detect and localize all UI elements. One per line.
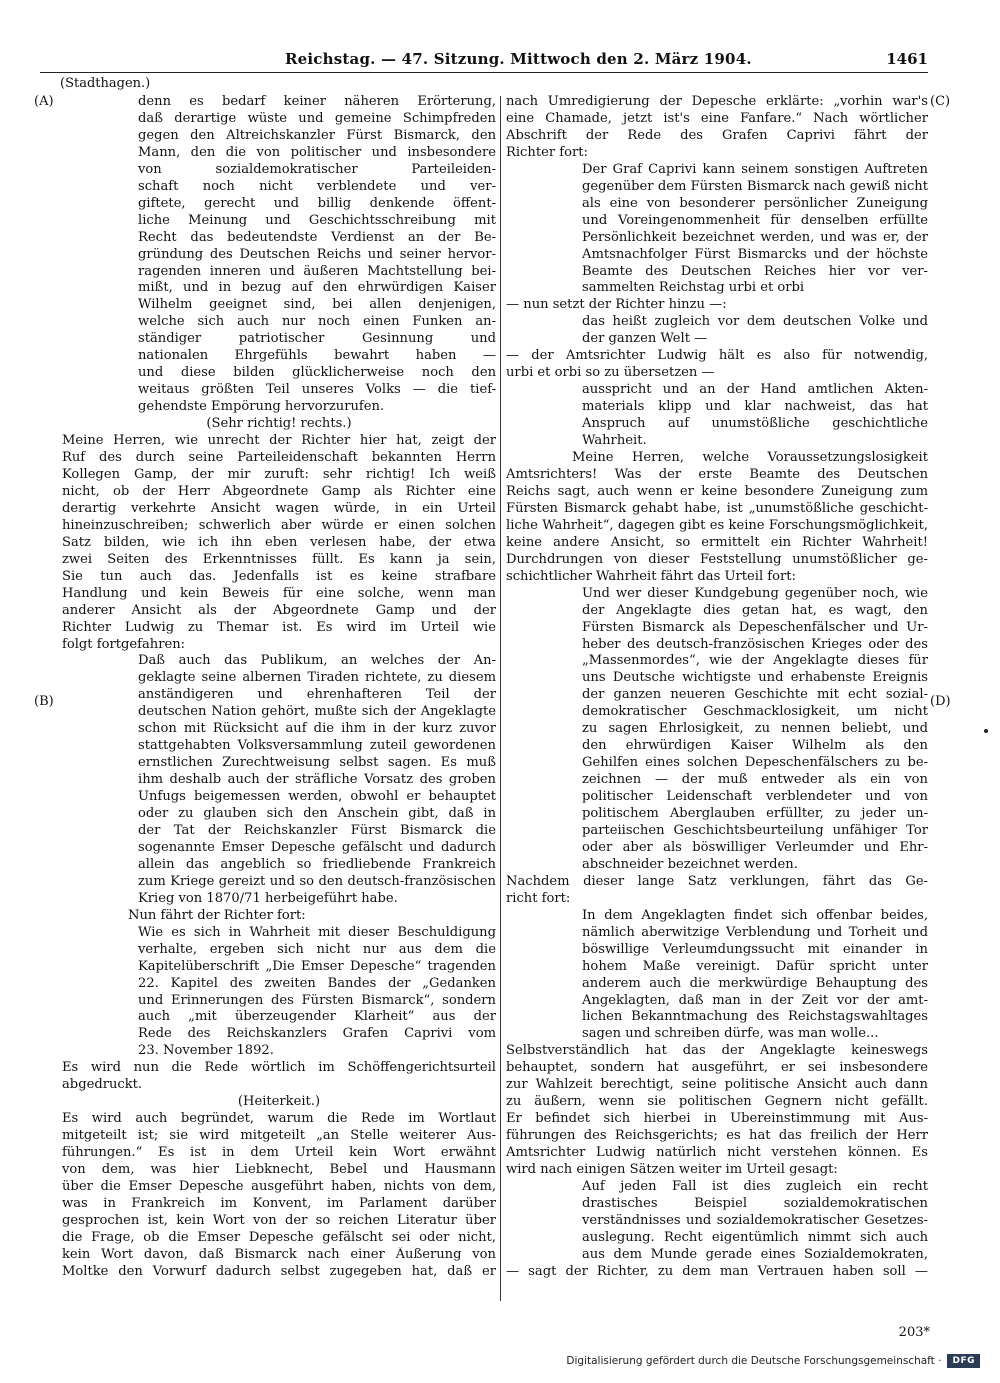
text-line: schichtlicher Wahrheit fährt das Urteil fort:	[506, 568, 796, 584]
text-line: ragenden inneren und äußeren Machtstellung bei-	[138, 263, 496, 279]
text-line: eine Chamade, jetzt ist's eine Fanfare.“ Nach wörtlicher	[506, 110, 928, 126]
text-line: von sozialdemokratischer Parteileiden-	[138, 161, 496, 177]
text-line: weitaus größten Teil unseres Volks — die tief-	[138, 382, 496, 398]
text-line: sogenannte Emser Depesche gefälscht und dadurch	[138, 839, 496, 855]
text-line: Der Graf Caprivi kann seinem sonstigen Auftreten	[582, 161, 928, 177]
text-line: und diese bilden glücklicherweise noch den	[138, 365, 496, 381]
text-line: verhalte, ergeben sich nicht nur aus dem die	[138, 941, 496, 957]
text-line: anständigeren und ehrenhafteren Teil der	[138, 687, 496, 703]
text-line: hineinzuschreiben; schwerlich aber würde er einen solchen	[62, 517, 496, 533]
text-line: sagen und schreiben dürfe, was man wolle...	[582, 1026, 879, 1042]
text-line: Kollegen Gamp, der mir zuruft: sehr richtig! Ich weiß	[62, 466, 496, 482]
text-line: Persönlichkeit bezeichnet werden, und was er, der	[582, 229, 928, 245]
text-line: anderem auch die merkwürdige Behauptung des	[582, 975, 928, 991]
text-line: als eine von besonderer persönlicher Zuneigung	[582, 195, 928, 211]
margin-marker-d: (D)	[930, 694, 951, 709]
text-line: Unfugs beigemessen werden, obwohl er behauptet	[138, 789, 496, 805]
text-line: — nun setzt der Richter hinzu —:	[506, 297, 727, 313]
text-line: Abschrift der Rede des Grafen Caprivi fährt der	[506, 127, 928, 143]
text-line: aus dem Munde gerade eines Sozialdemokraten,	[582, 1246, 928, 1262]
text-line: gesprochen ist, kein Wort von der so reichen Literatur über	[62, 1212, 496, 1228]
text-line: Satz bilden, wie ich ihn eben verlesen habe, der etwa	[62, 534, 496, 550]
text-line: zwei Seiten des Erkenntnisses füllt. Es kann ja sein,	[62, 551, 496, 567]
text-line: anderer Ansicht als der Abgeordnete Gamp und der	[62, 602, 496, 618]
text-line: Daß auch das Publikum, an welches der An-	[138, 653, 496, 669]
text-line: was in Frankreich im Konvent, im Parlament darüber	[62, 1195, 496, 1211]
text-line: — sagt der Richter, zu dem man Vertrauen haben soll —	[506, 1263, 928, 1279]
dfg-logo: DFG	[947, 1354, 980, 1368]
text-line: derartig verkehrte Ansicht wagen würde, in ein Urteil	[62, 500, 496, 516]
text-line: verständnisses und sozialdemokratischer Gesetzes-	[582, 1212, 928, 1228]
margin-marker-c: (C)	[930, 94, 951, 109]
text-line: Nachdem dieser lange Satz verklungen, fährt das Ge-	[506, 873, 928, 889]
left-column	[62, 94, 496, 1281]
text-line: der Tat der Reichskanzler Fürst Bismarck die	[138, 822, 496, 838]
footer-text: Digitalisierung gefördert durch die Deutsche Forschungsgemeinschaft ·	[566, 1355, 942, 1367]
text-line: ernstlichen Zurechtweisung selbst sagen. Es muß	[138, 755, 496, 771]
text-line: führungen des Reichsgerichts; es hat das freilich der Herr	[506, 1128, 928, 1144]
text-line: zeichnen — der muß entweder als ein von	[582, 772, 928, 788]
text-line: Er befindet sich hierbei in Übereinstimmung mit Aus-	[506, 1111, 928, 1127]
text-line: uns Deutsche wichtigste und erhabenste Ereignis	[582, 670, 928, 686]
text-line: nicht, ob der Herr Abgeordnete Gamp als Richter eine	[62, 483, 496, 499]
text-line: der Angeklagte dies getan hat, es wagt, den	[582, 602, 928, 618]
text-line: abschneider bezeichnet werden.	[582, 856, 798, 872]
text-line: Ruf des durch seine Parteileidenschaft bekannten Herrn	[62, 450, 496, 466]
text-line: materials klipp und klar nachweist, das hat	[582, 399, 928, 415]
text-line: gehendste Empörung hervorzurufen.	[138, 399, 385, 415]
text-line: „Massenmordes“, wie der Angeklagte dieses für	[582, 653, 928, 669]
right-column	[506, 94, 928, 1281]
text-line: Und wer dieser Kundgebung gegenüber noch, wie	[582, 585, 928, 601]
text-line: urbi et orbi so zu übersetzen —	[506, 365, 715, 381]
text-line: zu äußern, wenn sie politischen Gegnern nicht gefällt.	[506, 1094, 928, 1110]
page-number: 1461	[886, 50, 928, 68]
text-line: daß derartige wüste und gemeine Schimpfreden	[138, 110, 496, 126]
margin-marker-a: (A)	[34, 94, 54, 109]
text-line: politischer Leidenschaft verblendeter und von	[582, 789, 928, 805]
text-line: Rede des Reichskanzlers Grafen Caprivi vom	[138, 1026, 496, 1042]
text-line: über die Emser Depesche ausgeführt haben, nichts von dem,	[62, 1179, 496, 1194]
text-line: Moltke den Vorwurf dadurch selbst zugegeben hat, daß er	[62, 1263, 496, 1279]
text-line: auslegung. Recht eigentümlich nimmt sich auch	[582, 1229, 928, 1245]
text-line: das heißt zugleich vor dem deutschen Volke und	[582, 314, 928, 330]
text-line: schon mit Rücksicht auf die ihm in der kurz zuvor	[138, 721, 496, 737]
text-line: die Frage, ob die Emser Depesche gefälscht sei oder nicht,	[62, 1229, 496, 1245]
text-line: oder zu glauben sich den Anschein gibt, daß in	[138, 806, 496, 822]
text-line: der ganzen Welt —	[582, 331, 708, 347]
text-line: geklagte seine albernen Tiraden richtete, zu diesem	[138, 670, 496, 686]
text-line: (Heiterkeit.)	[237, 1094, 321, 1110]
text-line: liche Wahrheit“, dagegen gibt es keine Forschungsmöglichkeit,	[506, 517, 928, 533]
text-line: — der Amtsrichter Ludwig hält es also für notwendig,	[506, 348, 928, 364]
text-line: 22. Kapitel des zweiten Bandes der „Gedanken	[138, 975, 496, 991]
margin-dot	[984, 729, 988, 733]
text-line: denn es bedarf keiner näheren Erörterung,	[138, 94, 496, 109]
text-line: abgedruckt.	[62, 1077, 143, 1093]
text-line: und Voreingenommenheit für denselben erfüllte	[582, 212, 928, 228]
text-line: Richter fort:	[506, 144, 588, 160]
text-line: der ganzen neueren Geschichte mit echt sozial-	[582, 687, 928, 703]
text-line: richt fort:	[506, 890, 571, 906]
text-line: ausspricht und an der Hand amtlichen Akten-	[582, 382, 928, 398]
text-line: schaft noch nicht verblendete und ver-	[138, 178, 496, 194]
text-line: Beamte des Deutschen Reiches hier vor ver-	[582, 263, 928, 279]
text-line: allein das angeblich so friedliebende Frankreich	[138, 856, 496, 872]
text-line: böswillige Verleumdungssucht mit einander in	[582, 941, 928, 957]
running-header	[40, 50, 928, 73]
text-line: auch „mit überzeugender Klarheit“ aus der	[138, 1009, 496, 1025]
text-line: folgt fortgefahren:	[62, 636, 186, 652]
text-line: heber des deutsch-französischen Krieges oder des	[582, 636, 928, 652]
text-line: Fürsten Bismarck gehabt habe, ist „unumstößliche geschicht-	[506, 500, 928, 516]
text-line: den ehrwürdigen Kaiser Wilhelm als den	[582, 738, 928, 754]
text-line: zur Wahlzeit berechtigt, seine politische Ansicht auch dann	[506, 1077, 928, 1093]
text-line: (Sehr richtig! rechts.)	[206, 416, 352, 432]
text-line: Richter Ludwig zu Themar ist. Es wird im Urteil wie	[62, 619, 496, 635]
text-line: Es wird nun die Rede wörtlich im Schöffengerichtsurteil	[62, 1060, 496, 1076]
text-line: Wie es sich in Wahrheit mit dieser Beschuldigung	[138, 924, 496, 940]
text-line: Meine Herren, wie unrecht der Richter hier hat, zeigt der	[62, 433, 496, 449]
text-line: oder aber als böswilliger Verleumder und Ehr-	[582, 839, 928, 855]
signature-mark: 203*	[898, 1325, 930, 1340]
column-divider	[500, 96, 501, 1301]
text-line: nämlich aberwitzige Verblendung und Torheit und	[582, 924, 928, 940]
text-line: Reichs sagt, auch wenn er keine besondere Zuneigung zum	[506, 483, 928, 499]
text-line: gegenüber dem Fürsten Bismarck nach gewiß nicht	[582, 178, 928, 194]
text-line: parteiischen Geschichtsbeurteilung unfähiger Tor	[582, 822, 928, 838]
text-line: Es wird auch begründet, warum die Rede im Wortlaut	[62, 1111, 496, 1127]
footer	[566, 1354, 980, 1368]
text-line: politischem Aberglauben erfüllter, zu jeder un-	[582, 806, 928, 822]
text-line: gegen den Altreichskanzler Fürst Bismarck, den	[138, 127, 496, 143]
text-line: und Erinnerungen des Fürsten Bismarck“, sondern	[138, 992, 496, 1008]
text-line: Recht das bedeutendste Verdienst an der Be-	[138, 229, 496, 245]
text-line: Angeklagten, daß man in der Zeit vor der amt-	[582, 992, 928, 1008]
text-line: Wahrheit.	[582, 433, 647, 449]
text-line: drastisches Beispiel sozialdemokratischen	[582, 1195, 928, 1211]
text-line: liche Meinung und Geschichtsschreibung mit	[138, 212, 496, 228]
text-line: mißt, und in bezug auf den ehrwürdigen Kaiser	[138, 280, 496, 296]
text-line: Nun fährt der Richter fort:	[128, 907, 306, 923]
text-line: Kapitelüberschrift „Die Emser Depesche“ tragenden	[138, 958, 496, 974]
margin-marker-b: (B)	[34, 694, 54, 709]
text-line: giftete, gerecht und billig denkende öffent-	[138, 195, 496, 211]
text-line: Wilhelm geeignet sind, bei allen denjenigen,	[138, 297, 496, 313]
text-line: Sie tun auch das. Jedenfalls ist es keine strafbare	[62, 568, 496, 584]
text-line: Anspruch auf unumstößliche geschichtliche	[582, 416, 928, 432]
text-line: ihm deshalb auch der sträfliche Vorsatz des groben	[138, 772, 496, 788]
text-line: von dem, was hier Liebknecht, Bebel und Hausmann	[62, 1162, 496, 1178]
text-line: Auf jeden Fall ist dies zugleich ein recht	[582, 1179, 928, 1194]
text-line: nationalen Ehrgefühls bewahrt haben —	[138, 348, 496, 364]
text-line: wird nach einigen Sätzen weiter im Urteil gesagt:	[506, 1162, 838, 1178]
text-line: nach Umredigierung der Depesche erklärte: „vorhin war's	[506, 94, 928, 109]
text-line: ständiger patriotischer Gesinnung und	[138, 331, 496, 347]
text-line: keine andere Ansicht, so ermittelt ein Richter Wahrheit!	[506, 534, 928, 550]
text-line: demokratischer Geschmacklosigkeit, um nicht	[582, 704, 928, 720]
text-line: behauptet, sondern hat ausgeführt, er sei insbesondere	[506, 1060, 928, 1076]
text-line: deutschen Nation gehört, mußte sich der Angeklagte	[138, 704, 496, 720]
speaker-label: (Stadthagen.)	[60, 76, 151, 91]
text-line: Meine Herren, welche Voraussetzungslosigkeit	[572, 450, 928, 466]
text-line: lichen Bekanntmachung des Reichstagswahltages	[582, 1009, 928, 1025]
text-line: Handlung und kein Beweis für eine solche, wenn man	[62, 585, 496, 601]
text-line: zum Kriege gereizt und so den deutsch-französischen	[138, 873, 496, 889]
text-line: Mann, den die von politischer und insbesondere	[138, 144, 496, 160]
text-line: Fürsten Bismarck als Depeschenfälscher und Ur-	[582, 619, 928, 635]
text-line: zu sagen Ehrlosigkeit, zu nennen beliebt, und	[582, 721, 928, 737]
text-line: Durchdrungen von dieser Feststellung unumstößlicher ge-	[506, 551, 928, 567]
text-line: Amtsnachfolger Fürst Bismarcks und der höchste	[582, 246, 928, 262]
text-line: Amtsrichter Ludwig natürlich nicht verstehen können. Es	[506, 1145, 928, 1161]
text-line: gründung des Deutschen Reichs und seiner hervor-	[138, 246, 496, 262]
text-line: In dem Angeklagten findet sich offenbar beides,	[582, 907, 928, 923]
text-line: 23. November 1892.	[138, 1043, 274, 1059]
running-head: Reichstag. — 47. Sitzung. Mittwoch den 2. März 1904.	[285, 50, 752, 68]
text-line: sammelten Reichstag urbi et orbi	[582, 280, 805, 296]
text-line: hohem Maße vereinigt. Dafür spricht unter	[582, 958, 928, 974]
text-line: Krieg von 1870/71 herbeigeführt habe.	[138, 890, 398, 906]
text-line: führungen.“ Es ist in dem Urteil kein Wort erwähnt	[62, 1145, 496, 1161]
text-line: welche sich auch nur noch einen Funken an-	[138, 314, 496, 330]
text-line: Amtsrichters! Was der erste Beamte des Deutschen	[506, 466, 928, 482]
text-line: mitgeteilt ist; sie wird mitgeteilt „an Stelle weiterer Aus-	[62, 1128, 496, 1144]
text-line: kein Wort davon, daß Bismarck nach einer Äußerung von	[62, 1246, 496, 1262]
text-line: stattgehabten Volksversammlung zuteil gewordenen	[138, 738, 496, 754]
text-line: Selbstverständlich hat das der Angeklagte keineswegs	[506, 1043, 928, 1059]
text-line: Gehilfen eines solchen Depeschenfälschers zu be-	[582, 755, 928, 771]
